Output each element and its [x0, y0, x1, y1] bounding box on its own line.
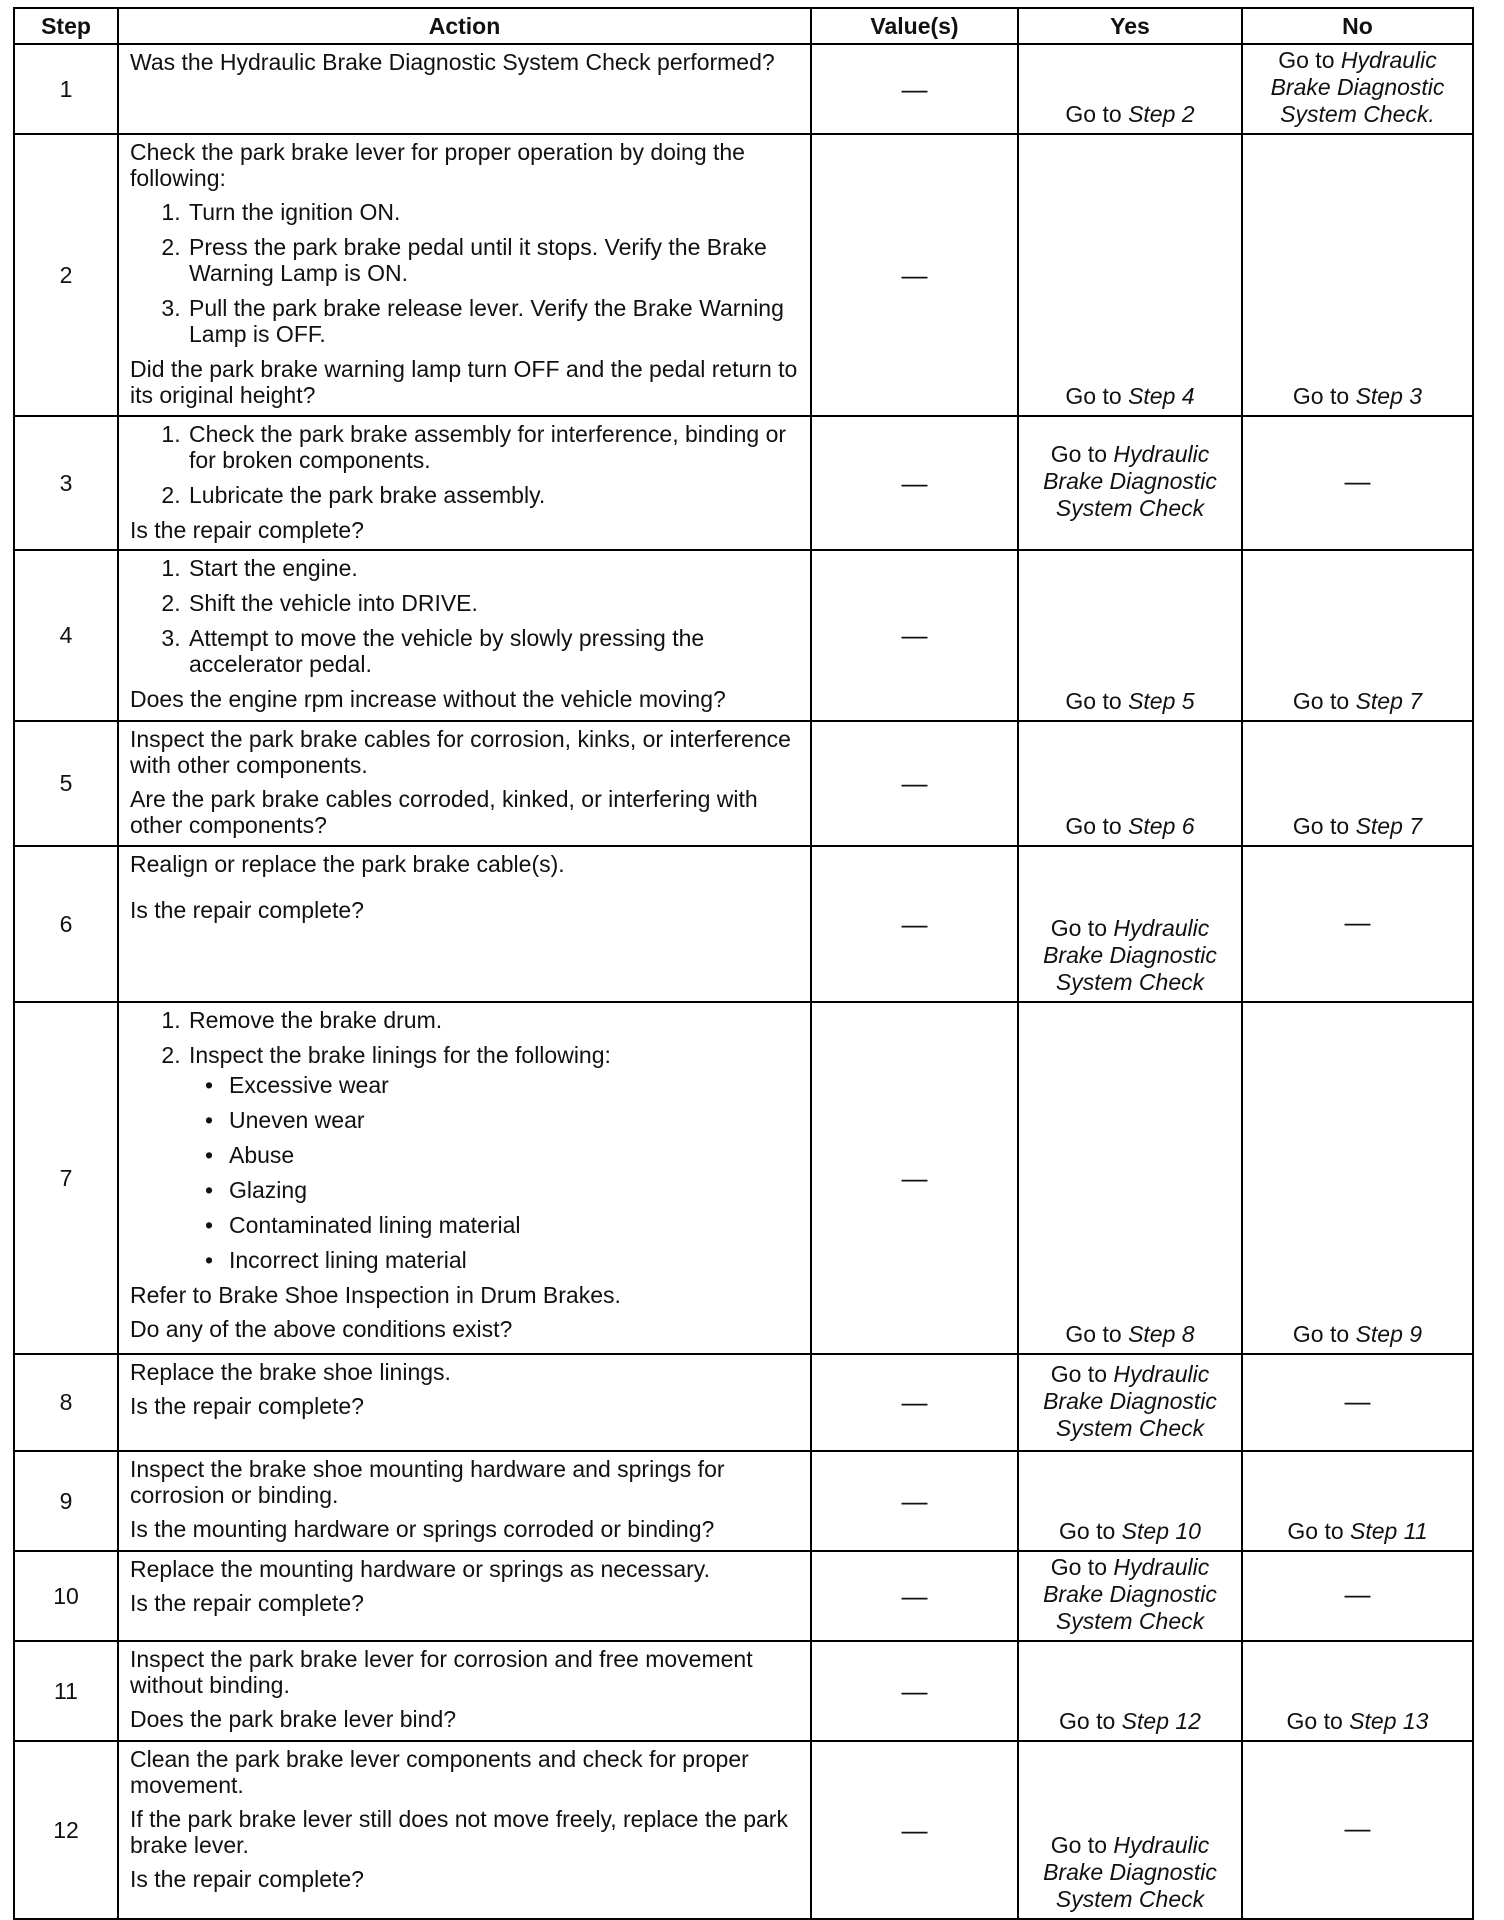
action-steps	[130, 421, 802, 508]
bullet-item: • Glazing	[227, 1177, 802, 1203]
yes-link[interactable]: Hydraulic Brake Diagnostic System Check	[1043, 1360, 1217, 1441]
no-link[interactable]: Step 3	[1355, 383, 1423, 409]
step-number: 8	[14, 1354, 118, 1451]
no-cell	[1242, 1451, 1473, 1551]
value-cell: —	[811, 1002, 1018, 1354]
no-goto[interactable]: Go to Step 9	[1292, 1321, 1423, 1347]
table-row	[14, 550, 1473, 721]
list-item: 1. Turn the ignition ON.	[187, 199, 802, 225]
table-row	[14, 1741, 1473, 1919]
yes-cell	[1018, 550, 1242, 721]
value-cell: —	[811, 721, 1018, 846]
value-cell: —	[811, 416, 1018, 550]
action-question: Did the park brake warning lamp turn OFF and the pedal return to its original height?	[130, 356, 798, 408]
no-cell	[1242, 721, 1473, 846]
action-steps	[130, 199, 802, 347]
value-cell: —	[811, 1741, 1018, 1919]
value-cell: —	[811, 846, 1018, 1002]
action-text: Realign or replace the park brake cable(s).	[130, 851, 565, 877]
step-number: 4	[14, 550, 118, 721]
yes-cell	[1018, 1551, 1242, 1641]
value-cell: —	[811, 134, 1018, 416]
step-number: 11	[14, 1641, 118, 1741]
action-text: Replace the brake shoe linings.	[130, 1359, 451, 1385]
yes-goto[interactable]: Go to Step 4	[1065, 383, 1195, 409]
value-cell: —	[811, 550, 1018, 721]
action-cell	[118, 416, 811, 550]
action-cell	[118, 44, 811, 134]
action-text: Inspect the brake shoe mounting hardware and springs for corrosion or binding.	[130, 1456, 725, 1508]
bullet-item: • Incorrect lining material	[227, 1247, 802, 1273]
action-question: Is the repair complete?	[130, 1866, 364, 1892]
no-cell: —	[1242, 1354, 1473, 1451]
list-item: 1. Remove the brake drum.	[187, 1007, 802, 1033]
yes-goto[interactable]: Go to Hydraulic Brake Diagnostic System Check	[1043, 1554, 1217, 1634]
action-text: Inspect the park brake cables for corrosion, kinks, or interference with other components.	[130, 726, 791, 778]
action-question: Is the repair complete?	[130, 1393, 364, 1419]
yes-link[interactable]: Step 12	[1121, 1708, 1201, 1734]
list-item: 1. Check the park brake assembly for interference, binding or for broken components.	[187, 421, 802, 473]
yes-goto[interactable]: Go to Step 6	[1065, 813, 1195, 839]
table-row	[14, 1551, 1473, 1641]
step-number: 2	[14, 134, 118, 416]
action-cell	[118, 721, 811, 846]
yes-link[interactable]: Step 4	[1128, 383, 1195, 409]
table-row	[14, 134, 1473, 416]
yes-link[interactable]: Hydraulic Brake Diagnostic System Check	[1043, 915, 1217, 995]
action-cell	[118, 1451, 811, 1551]
action-text: Was the Hydraulic Brake Diagnostic System Check performed?	[130, 49, 775, 75]
action-cell	[118, 1741, 811, 1919]
step-number: 10	[14, 1551, 118, 1641]
no-link[interactable]: Hydraulic Brake Diagnostic System Check.	[1270, 47, 1445, 127]
action-steps	[130, 555, 802, 677]
no-cell: —	[1242, 846, 1473, 1002]
diagnostic-table	[13, 7, 1474, 1920]
yes-link[interactable]: Step 2	[1128, 101, 1195, 127]
header-step: Step	[14, 8, 118, 44]
yes-link[interactable]: Step 10	[1121, 1518, 1201, 1544]
action-text: Check the park brake lever for proper operation by doing the following:	[130, 139, 745, 191]
action-question: Does the park brake lever bind?	[130, 1706, 457, 1732]
yes-link[interactable]: Step 6	[1128, 813, 1195, 839]
no-cell	[1242, 134, 1473, 416]
no-goto[interactable]: Go to Step 11	[1287, 1518, 1428, 1544]
step-number: 6	[14, 846, 118, 1002]
yes-link[interactable]: Hydraulic Brake Diagnostic System Check	[1043, 1832, 1217, 1912]
action-question: Are the park brake cables corroded, kinked, or interfering with other components?	[130, 786, 758, 838]
table-row	[14, 1641, 1473, 1741]
bullet-item: • Uneven wear	[227, 1107, 802, 1133]
yes-goto[interactable]: Go to Hydraulic Brake Diagnostic System Check	[1043, 1360, 1217, 1441]
yes-goto[interactable]: Go to Step 2	[1065, 101, 1195, 127]
yes-cell	[1018, 1002, 1242, 1354]
yes-goto[interactable]: Go to Hydraulic Brake Diagnostic System Check	[1043, 915, 1217, 995]
header-action: Action	[118, 8, 811, 44]
yes-link[interactable]: Hydraulic Brake Diagnostic System Check	[1043, 1554, 1217, 1634]
action-question: Do any of the above conditions exist?	[130, 1316, 513, 1342]
table-row	[14, 416, 1473, 550]
list-item: 2. Lubricate the park brake assembly.	[187, 482, 802, 508]
table-row	[14, 1002, 1473, 1354]
action-question: Is the repair complete?	[130, 517, 364, 543]
yes-goto[interactable]: Go to Step 8	[1065, 1321, 1195, 1347]
yes-cell	[1018, 1741, 1242, 1919]
action-cell	[118, 1354, 811, 1451]
table-row	[14, 1354, 1473, 1451]
action-question: Is the mounting hardware or springs corroded or binding?	[130, 1516, 715, 1542]
yes-cell	[1018, 1354, 1242, 1451]
no-goto[interactable]: Go to Hydraulic Brake Diagnostic System Check.	[1270, 47, 1445, 127]
yes-cell	[1018, 1451, 1242, 1551]
step-number: 7	[14, 1002, 118, 1354]
list-item	[187, 1042, 802, 1273]
table-row	[14, 721, 1473, 846]
no-cell	[1242, 44, 1473, 134]
step-number: 9	[14, 1451, 118, 1551]
header-values: Value(s)	[811, 8, 1018, 44]
no-cell	[1242, 550, 1473, 721]
action-text: If the park brake lever still does not move freely, replace the park brake lever.	[130, 1806, 788, 1858]
header-yes: Yes	[1018, 8, 1242, 44]
action-cell	[118, 846, 811, 1002]
yes-link[interactable]: Hydraulic Brake Diagnostic System Check	[1043, 441, 1217, 521]
value-cell: —	[811, 1551, 1018, 1641]
list-item: 3. Attempt to move the vehicle by slowly pressing the accelerator pedal.	[187, 625, 802, 677]
no-link[interactable]: Step 7	[1355, 813, 1423, 839]
value-cell: —	[811, 1641, 1018, 1741]
header-no: No	[1242, 8, 1473, 44]
list-item-text: Inspect the brake linings for the following:	[189, 1042, 611, 1068]
header-row	[14, 8, 1473, 44]
no-link[interactable]: Step 7	[1355, 688, 1423, 714]
no-goto[interactable]: Go to Step 7	[1292, 688, 1423, 714]
step-number: 5	[14, 721, 118, 846]
table-row	[14, 846, 1473, 1002]
yes-cell	[1018, 846, 1242, 1002]
list-item: 2. Press the park brake pedal until it stops. Verify the Brake Warning Lamp is ON.	[187, 234, 802, 286]
list-item: 3. Pull the park brake release lever. Verify the Brake Warning Lamp is OFF.	[187, 295, 802, 347]
action-text: Clean the park brake lever components and check for proper movement.	[130, 1746, 749, 1798]
no-goto[interactable]: Go to Step 13	[1286, 1708, 1429, 1734]
yes-link[interactable]: Step 5	[1128, 688, 1195, 714]
no-goto[interactable]: Go to Step 3	[1292, 383, 1423, 409]
yes-cell	[1018, 134, 1242, 416]
yes-cell	[1018, 44, 1242, 134]
list-item: 2. Shift the vehicle into DRIVE.	[187, 590, 802, 616]
no-link[interactable]: Step 11	[1350, 1518, 1428, 1544]
list-item: 1. Start the engine.	[187, 555, 802, 581]
action-question: Does the engine rpm increase without the vehicle moving?	[130, 686, 726, 712]
yes-cell	[1018, 721, 1242, 846]
value-cell: —	[811, 1451, 1018, 1551]
yes-goto[interactable]: Go to Step 5	[1065, 688, 1195, 714]
yes-goto[interactable]: Go to Hydraulic Brake Diagnostic System Check	[1043, 441, 1217, 521]
no-link[interactable]: Step 9	[1355, 1321, 1423, 1347]
no-cell	[1242, 1641, 1473, 1741]
bullet-item: • Abuse	[227, 1142, 802, 1168]
action-question: Is the repair complete?	[130, 1590, 364, 1616]
no-cell: —	[1242, 416, 1473, 550]
bullet-item: • Contaminated lining material	[227, 1212, 802, 1238]
no-link[interactable]: Step 13	[1349, 1708, 1429, 1734]
step-number: 3	[14, 416, 118, 550]
no-cell: —	[1242, 1551, 1473, 1641]
yes-cell	[1018, 416, 1242, 550]
yes-cell	[1018, 1641, 1242, 1741]
table-row	[14, 1451, 1473, 1551]
action-cell	[118, 1002, 811, 1354]
action-steps	[130, 1007, 802, 1273]
value-cell: —	[811, 44, 1018, 134]
table-row	[14, 44, 1473, 134]
value-cell: —	[811, 1354, 1018, 1451]
action-cell	[118, 1641, 811, 1741]
action-text: Inspect the park brake lever for corrosion and free movement without binding.	[130, 1646, 753, 1698]
no-cell	[1242, 1002, 1473, 1354]
bullet-item: • Excessive wear	[227, 1072, 802, 1098]
step-number: 1	[14, 44, 118, 134]
yes-goto[interactable]: Go to Step 10	[1059, 1518, 1201, 1544]
action-text: Replace the mounting hardware or springs as necessary.	[130, 1556, 710, 1582]
action-cell	[118, 1551, 811, 1641]
no-goto[interactable]: Go to Step 7	[1292, 813, 1423, 839]
action-question: Is the repair complete?	[130, 897, 364, 923]
condition-list	[189, 1072, 802, 1273]
action-cell	[118, 134, 811, 416]
no-cell: —	[1242, 1741, 1473, 1919]
yes-goto[interactable]: Go to Hydraulic Brake Diagnostic System Check	[1043, 1832, 1217, 1912]
yes-link[interactable]: Step 8	[1128, 1321, 1195, 1347]
action-cell	[118, 550, 811, 721]
yes-goto[interactable]: Go to Step 12	[1059, 1708, 1201, 1734]
step-number: 12	[14, 1741, 118, 1919]
action-refer: Refer to Brake Shoe Inspection in Drum Brakes.	[130, 1282, 621, 1308]
